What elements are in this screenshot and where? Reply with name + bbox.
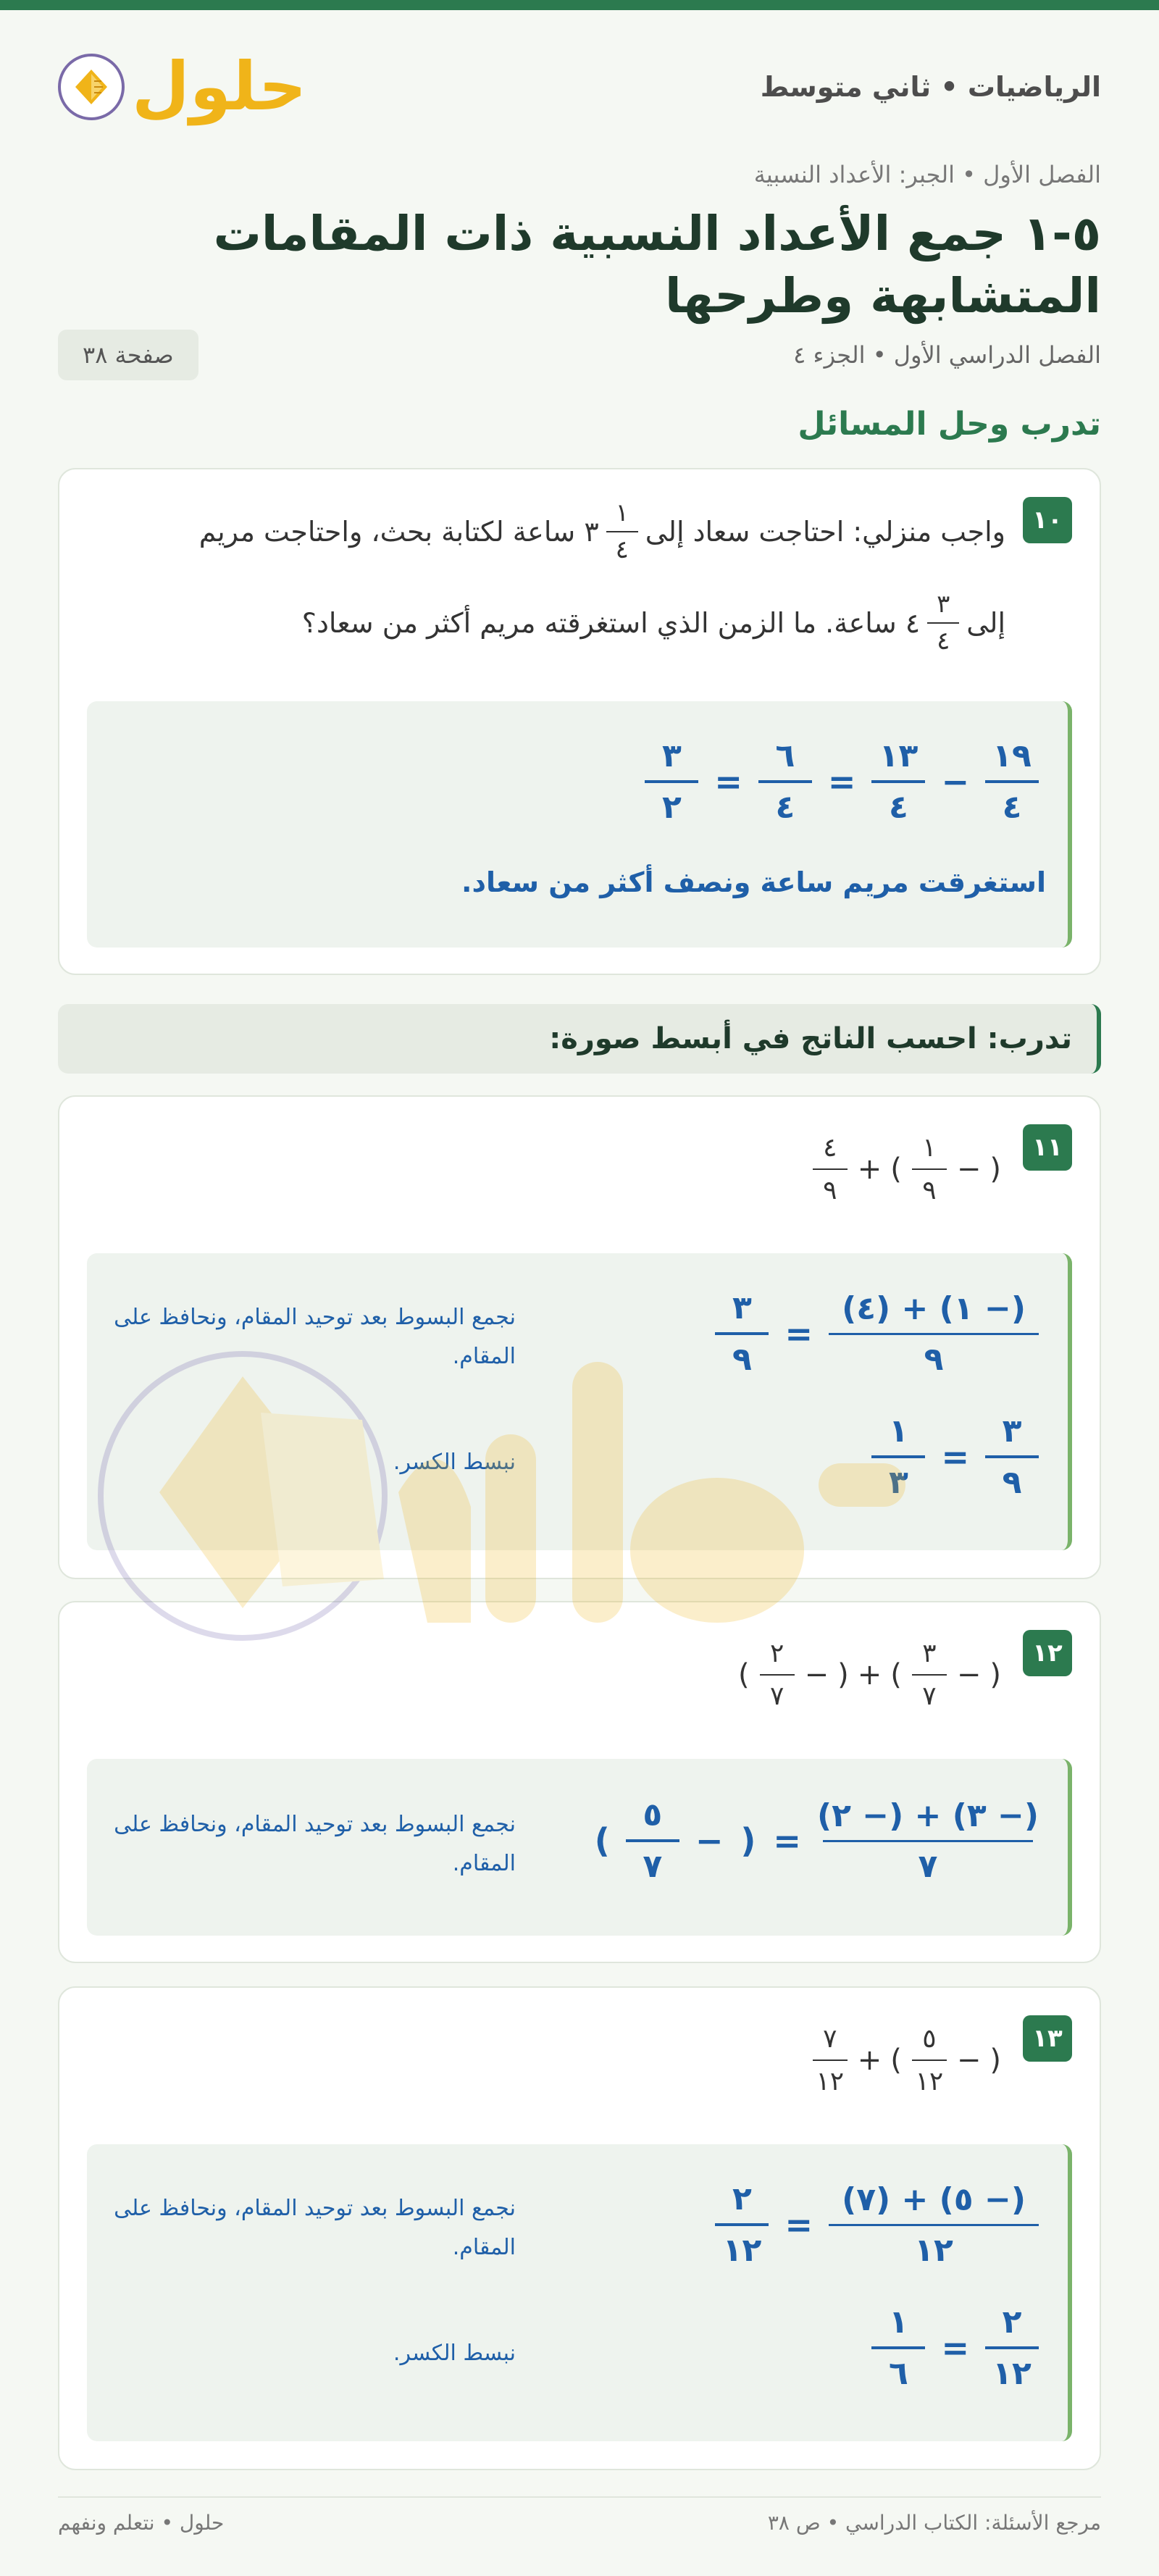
numerator: ٣ — [922, 1639, 937, 1668]
fraction-bar — [985, 1455, 1039, 1458]
solution-note: نبسط الكسر. — [393, 2341, 516, 2366]
fraction-bar — [626, 1839, 679, 1842]
denominator: ١٢ — [992, 2355, 1032, 2392]
numerator: ٣ — [732, 1289, 752, 1326]
question-card-13 — [58, 1986, 1101, 2470]
fraction — [626, 1797, 679, 1885]
equals-sign: = — [773, 1821, 801, 1860]
text-segment: ٣ ساعة لكتابة بحث، واحتاجت مريم — [198, 516, 599, 548]
solution-answer: استغرقت مريم ساعة ونصف أكثر من سعاد. — [461, 866, 1046, 898]
numerator: ٣ — [661, 737, 682, 774]
denominator: ٩ — [924, 1340, 944, 1378]
question-card-10 — [58, 468, 1101, 975]
numerator: ١ — [615, 498, 629, 527]
solution-note: نجمع البسوط بعد توحيد المقام، ونحافظ على المقام. — [114, 2196, 516, 2260]
numerator: ٢ — [732, 2180, 752, 2217]
question-number: ١٠ — [1023, 497, 1072, 543]
solution-step-2 — [864, 2304, 1046, 2392]
paren: ( — [837, 1658, 849, 1691]
fraction-bar — [871, 1455, 925, 1458]
equals-sign: = — [714, 762, 742, 801]
fraction-bar — [829, 2224, 1039, 2226]
fraction-bar — [645, 780, 698, 783]
paren: ( — [989, 2044, 1001, 2077]
equals-sign: = — [784, 1314, 813, 1353]
numerator: ١ — [922, 1133, 937, 1163]
inline-fraction — [606, 500, 638, 564]
numerator: ١٣ — [879, 737, 919, 774]
paren: ) — [890, 1658, 902, 1691]
denominator: ٤ — [889, 789, 908, 826]
operator: − — [956, 1153, 982, 1186]
fraction-bar — [912, 1168, 947, 1170]
denominator: ٧ — [918, 1847, 938, 1885]
question-card-11 — [58, 1095, 1101, 1579]
fraction-bar — [813, 2059, 848, 2061]
equals-sign: = — [941, 2328, 969, 2367]
fraction — [871, 737, 925, 826]
operator: − — [956, 1658, 982, 1691]
numerator-expression: (− ٣) + (− ٢) — [816, 1797, 1039, 1834]
fraction-bar — [829, 1333, 1039, 1335]
fraction-bar — [760, 1674, 795, 1676]
fraction — [813, 1133, 848, 1205]
text-segment: ٤ ساعة. ما الزمن الذي استغرقته مريم أكثر من سعاد؟ — [301, 607, 921, 640]
numerator: ١ — [889, 1413, 908, 1450]
practice-heading: تدرب: احسب الناتج في أبسط صورة: — [58, 1004, 1101, 1074]
subject-label: الرياضيات • ثاني متوسط — [760, 71, 1101, 103]
denominator: ٢ — [661, 789, 682, 826]
breadcrumb: الفصل الأول • الجبر: الأعداد النسبية — [753, 161, 1101, 188]
denominator: ١٢ — [915, 2067, 944, 2096]
numerator: ١٩ — [992, 737, 1032, 774]
denominator: ٩ — [732, 1341, 752, 1378]
footer-source: مرجع الأسئلة: الكتاب الدراسي • ص ٣٨ — [767, 2510, 1101, 2535]
question-card-12 — [58, 1601, 1101, 1963]
denominator: ٤ — [1002, 789, 1022, 826]
fraction-bar — [985, 2346, 1039, 2349]
fraction — [985, 1413, 1039, 1501]
denominator: ١٢ — [722, 2232, 762, 2269]
fraction — [817, 1797, 1039, 1885]
fraction — [871, 1413, 925, 1501]
page-title: ٥-١ جمع الأعداد النسبية ذات المقامات المتشابهة وطرحها — [213, 206, 1101, 324]
solution-step-2 — [864, 1413, 1046, 1501]
operator: − — [695, 1821, 724, 1860]
fraction-bar — [606, 531, 638, 532]
numerator: ٥ — [922, 2024, 937, 2054]
denominator: ٩ — [922, 1176, 937, 1205]
operator: − — [956, 2044, 982, 2077]
fraction — [985, 2304, 1039, 2392]
fraction — [829, 1290, 1039, 1378]
page-badge: صفحة ٣٨ — [58, 330, 198, 380]
footer-brand: حلول • نتعلم ونفهم — [58, 2510, 225, 2535]
fraction — [912, 2024, 947, 2096]
denominator: ٧ — [643, 1848, 663, 1885]
fraction-bar — [758, 780, 812, 783]
operator: − — [804, 1658, 829, 1691]
denominator: ٧ — [922, 1681, 937, 1711]
fraction-bar — [715, 2223, 769, 2226]
operator: + — [857, 1153, 882, 1186]
equals-sign: = — [941, 1437, 969, 1476]
paren: ) — [890, 1153, 902, 1186]
numerator: ٧ — [823, 2024, 837, 2054]
question-number: ١٣ — [1023, 2015, 1072, 2062]
numerator-expression: (− ١) + (٤) — [842, 1289, 1026, 1327]
fraction-bar — [912, 2059, 947, 2061]
fraction-bar — [985, 780, 1039, 783]
numerator: ٦ — [775, 737, 795, 774]
question-text-line1 — [199, 500, 1005, 564]
solution-box — [87, 2144, 1072, 2441]
numerator: ٢ — [769, 1639, 784, 1668]
fraction-bar — [871, 780, 925, 783]
fraction-bar — [871, 2346, 925, 2349]
equals-sign: = — [827, 762, 856, 801]
numerator: ٣ — [937, 590, 950, 619]
solution-note: نجمع البسوط بعد توحيد المقام، ونحافظ على المقام. — [114, 1305, 516, 1369]
question-text-line2 — [302, 591, 1005, 656]
fraction-bar — [912, 1674, 947, 1676]
question-number: ١٢ — [1023, 1630, 1072, 1676]
fraction — [715, 1289, 769, 1378]
numerator: ٢ — [1002, 2304, 1022, 2341]
top-accent-bar — [0, 0, 1159, 10]
fraction — [985, 737, 1039, 826]
denominator: ٩ — [823, 1176, 837, 1205]
denominator: ٤ — [615, 535, 629, 565]
numerator-expression: (− ٥) + (٧) — [842, 2180, 1026, 2218]
question-number: ١١ — [1023, 1124, 1072, 1171]
denominator: ٤ — [775, 789, 795, 826]
solution-expression — [637, 737, 1046, 826]
fraction — [813, 2024, 848, 2096]
text-segment: إلى — [966, 607, 1005, 640]
equals-sign: = — [784, 2205, 813, 2244]
solution-box — [87, 1253, 1072, 1550]
fraction-bar — [813, 1168, 848, 1170]
denominator: ٩ — [1002, 1464, 1022, 1501]
fraction-bar — [927, 622, 959, 624]
operator: + — [857, 1658, 882, 1691]
operator: − — [941, 762, 969, 801]
paren: ) — [594, 1821, 610, 1860]
paren: ( — [989, 1658, 1001, 1691]
numerator: ٥ — [643, 1797, 663, 1833]
denominator: ٧ — [769, 1681, 784, 1711]
denominator: ١٢ — [914, 2231, 953, 2269]
fraction — [871, 2304, 925, 2392]
text-segment: واجب منزلي: احتاجت سعاد إلى — [645, 516, 1005, 548]
numerator: ٣ — [1002, 1413, 1022, 1450]
numerator: ١ — [889, 2304, 908, 2341]
logo — [58, 48, 307, 125]
solution-box — [87, 701, 1072, 948]
meta-row — [58, 329, 1101, 381]
fraction — [829, 2181, 1039, 2269]
question-expression — [807, 2024, 1005, 2096]
denominator: ٣ — [889, 1464, 908, 1501]
denominator: ٤ — [937, 627, 950, 656]
numerator: ٤ — [823, 1133, 837, 1163]
fraction-bar — [715, 1332, 769, 1335]
fraction-bar — [823, 1840, 1033, 1842]
solution-step-1 — [586, 1797, 1046, 1885]
question-expression — [807, 1133, 1005, 1205]
inline-fraction — [927, 591, 959, 656]
fraction — [715, 2180, 769, 2269]
solution-note: نبسط الكسر. — [393, 1450, 516, 1475]
solution-step-1 — [708, 2180, 1046, 2269]
solution-box — [87, 1759, 1072, 1936]
paren: ( — [740, 1821, 756, 1860]
solution-step-1 — [708, 1289, 1046, 1378]
fraction — [912, 1639, 947, 1711]
operator: + — [857, 2044, 882, 2077]
paren: ) — [890, 2044, 902, 2077]
paren: ( — [989, 1153, 1001, 1186]
denominator: ١٢ — [816, 2067, 845, 2096]
fraction — [912, 1133, 947, 1205]
term-label: الفصل الدراسي الأول • الجزء ٤ — [793, 341, 1101, 369]
header — [58, 43, 1101, 130]
fraction — [758, 737, 812, 826]
footer — [58, 2496, 1101, 2547]
logo-text: حلول — [132, 48, 307, 125]
section-title: تدرب وحل المسائل — [798, 406, 1101, 443]
paren: ) — [738, 1658, 750, 1691]
fraction — [645, 737, 698, 826]
question-expression — [734, 1639, 1005, 1711]
fraction — [760, 1639, 795, 1711]
logo-book-icon — [58, 54, 125, 120]
denominator: ٦ — [889, 2355, 908, 2392]
solution-note: نجمع البسوط بعد توحيد المقام، ونحافظ على المقام. — [114, 1812, 516, 1876]
